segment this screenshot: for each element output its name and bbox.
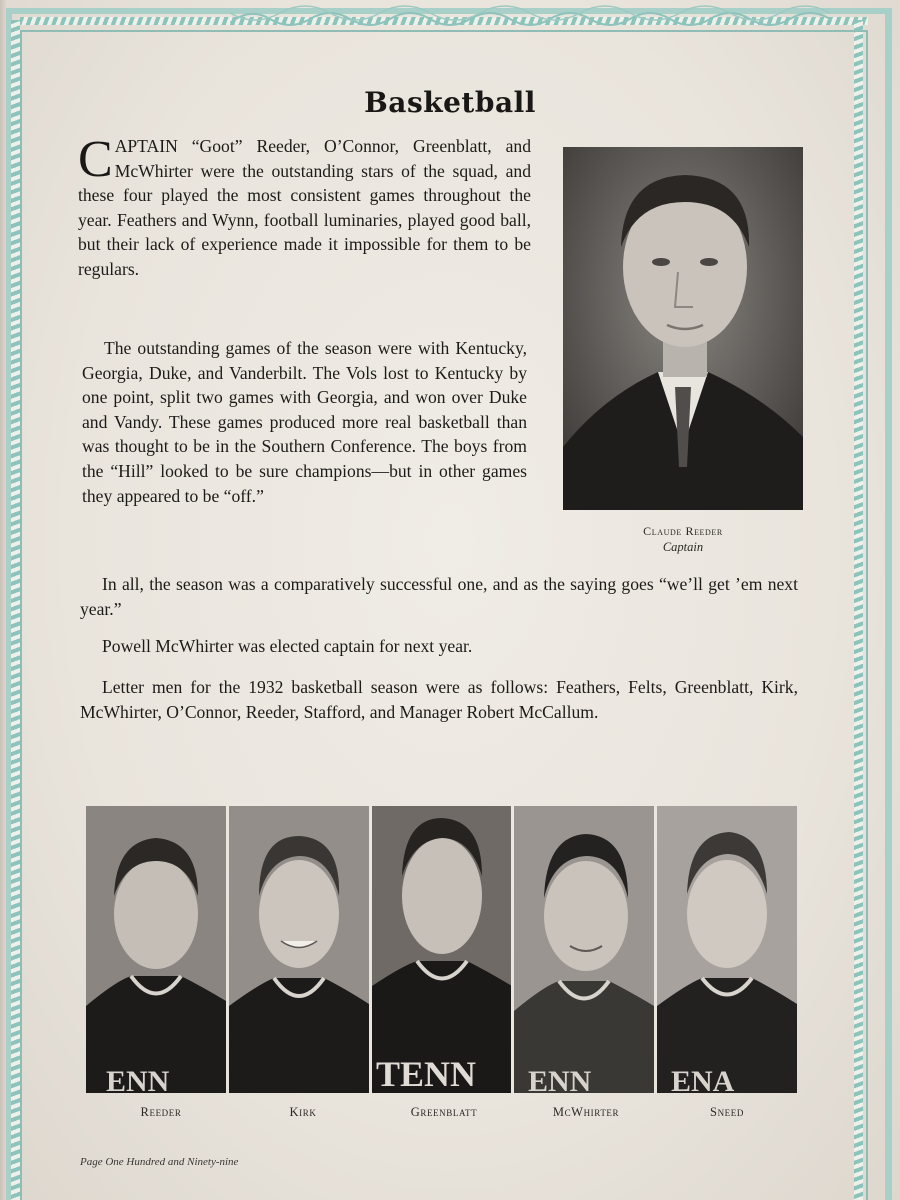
paragraph-next-captain: Powell McWhirter was elected captain for next year.: [102, 636, 473, 656]
svg-text:ENN: ENN: [528, 1065, 592, 1093]
player-photo-mcwhirter: [514, 806, 654, 1093]
portrait-caption-name: Claude Reeder: [643, 524, 723, 538]
team-photo-strip: [86, 806, 797, 1093]
paragraph-captains: [78, 131, 531, 282]
player-label-reeder: Reeder: [140, 1105, 182, 1119]
svg-text:TENN: TENN: [375, 1054, 476, 1093]
paragraph-season-summary: In all, the season was a comparatively successful one, and as the saying goes “we’ll get ’em next year.”: [80, 574, 798, 619]
player-photo-image: [229, 806, 369, 1093]
player-label-kirk: Kirk: [289, 1105, 317, 1119]
player-label-sneed: Sneed: [710, 1105, 744, 1119]
page-title: Basketball: [364, 86, 536, 119]
player-photo-image: [657, 806, 797, 1093]
player-photo-sneed: [657, 806, 797, 1093]
svg-text:ENA: ENA: [671, 1065, 735, 1093]
player-label-greenblatt: Greenblatt: [410, 1105, 478, 1119]
svg-text:ENN: ENN: [106, 1065, 170, 1093]
decorative-rope-left: [11, 20, 20, 1200]
player-photo-greenblatt: [372, 806, 512, 1093]
paragraph-captains-text: APTAIN “Goot” Reeder, O’Connor, Greenblatt, and McWhirter were the outstanding stars of the squad, and these four played the most consistent games throughout the year. Feathers and Wynn, football luminaries, played good ball, but their lack of experience made it impossible for them to be regulars.: [78, 136, 531, 279]
player-photo-image: [86, 806, 226, 1093]
portrait-caption-title: Captain: [662, 540, 704, 554]
page-number-footer: Page One Hundred and Ninety-nine: [80, 1156, 239, 1168]
captain-portrait: [563, 147, 803, 510]
paragraph-games: The outstanding games of the season were with Kentucky, Georgia, Duke, and Vanderbilt. The Vols lost to Kentucky by one point, split two games with Georgia, and won over Duke and Vandy. These games produced more real basketball than was thought to be in the Southern Conference. The boys from the “Hill” looked to be sure champions—but in other games they appeared to be “off.”: [82, 338, 527, 506]
player-photo-kirk: [229, 806, 369, 1093]
paragraph-letter-men: Letter men for the 1932 basketball season were as follows: Feathers, Felts, Greenblatt, Kirk, McWhirter, O’Connor, Reeder, Stafford, and Manager Robert McCallum.: [80, 677, 798, 722]
player-label-mcwhirter: McWhirter: [552, 1105, 620, 1119]
player-photo-image: [372, 806, 512, 1093]
player-photo-image: [514, 806, 654, 1093]
scroll-ornament-icon: [230, 5, 830, 31]
player-photo-reeder: [86, 806, 226, 1093]
drop-cap: C: [78, 131, 113, 188]
captain-portrait-image: [563, 147, 803, 510]
